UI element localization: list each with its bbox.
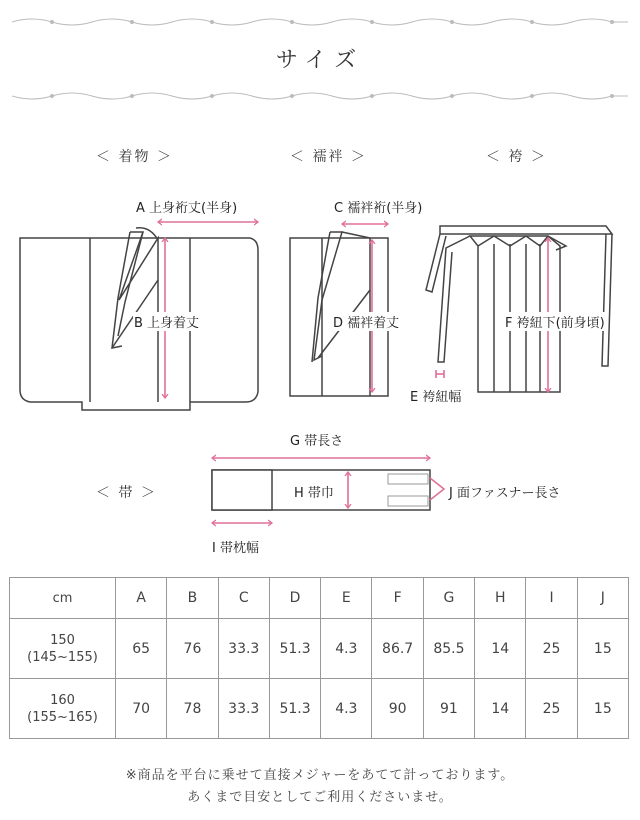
table-cell: 90 — [372, 679, 423, 739]
section-hakama: ＜ 袴 ＞ — [486, 149, 547, 165]
table-row — [10, 619, 629, 679]
size-cell — [10, 679, 116, 739]
section-kimono: ＜ 着物 ＞ — [96, 149, 173, 165]
label-i: I 帯枕幅 — [212, 541, 259, 556]
hakama-diagram — [426, 226, 612, 392]
table-header-cell: E — [321, 578, 372, 619]
table-cell: 70 — [116, 679, 167, 739]
size-table — [9, 577, 629, 739]
table-header-cell: D — [269, 578, 320, 619]
section-juban: ＜ 襦袢 ＞ — [290, 149, 367, 165]
table-cell: 4.3 — [321, 619, 372, 679]
table-cell: 33.3 — [218, 619, 269, 679]
note-line-1: ※商品を平台に乗せて直接メジャーをあてて計っております。 — [125, 768, 515, 783]
table-header-cell: H — [475, 578, 526, 619]
note-line-2: あくまで目安としてご利用くださいませ。 — [187, 790, 453, 805]
label-e: E 袴紐幅 — [410, 390, 462, 405]
table-cell: 91 — [423, 679, 474, 739]
table-header-cell: C — [218, 578, 269, 619]
table-cell: 65 — [116, 619, 167, 679]
table-header-cell: F — [372, 578, 423, 619]
page-title: サイズ — [275, 48, 365, 73]
table-cell: 85.5 — [423, 619, 474, 679]
table-cell: 33.3 — [218, 679, 269, 739]
label-f: F 袴紐下(前身頃) — [504, 312, 606, 331]
table-cell: 76 — [167, 619, 218, 679]
table-cell: 51.3 — [269, 679, 320, 739]
table-header-cell: B — [167, 578, 218, 619]
label-c: C 襦袢裄(半身) — [334, 201, 423, 216]
label-j: J 面ファスナー長さ — [449, 486, 561, 501]
table-cell: 51.3 — [269, 619, 320, 679]
label-h: H 帯巾 — [293, 482, 335, 501]
label-d: D 襦袢着丈 — [332, 312, 400, 331]
table-row — [10, 679, 629, 739]
size-range: (155~165) — [27, 709, 98, 725]
section-obi: ＜ 帯 ＞ — [96, 485, 157, 501]
table-cell: 15 — [577, 619, 628, 679]
label-b: B 上身着丈 — [133, 312, 200, 331]
table-cell: 25 — [526, 619, 577, 679]
size-cell — [10, 619, 116, 679]
table-header-cell: G — [423, 578, 474, 619]
table-header-cell: cm — [10, 578, 116, 619]
table-header-cell: I — [526, 578, 577, 619]
table-cell: 14 — [475, 619, 526, 679]
table-cell: 25 — [526, 679, 577, 739]
table-cell: 15 — [577, 679, 628, 739]
table-cell: 78 — [167, 679, 218, 739]
size-value: 150 — [50, 632, 75, 648]
label-g: G 帯長さ — [290, 434, 344, 449]
table-cell: 14 — [475, 679, 526, 739]
table-cell: 4.3 — [321, 679, 372, 739]
label-a: A 上身裄丈(半身) — [136, 201, 238, 216]
table-header-row — [10, 578, 629, 619]
size-value: 160 — [50, 692, 75, 708]
size-range: (145~155) — [27, 649, 98, 665]
table-cell: 86.7 — [372, 619, 423, 679]
table-header-cell: J — [577, 578, 628, 619]
table-header-cell: A — [116, 578, 167, 619]
